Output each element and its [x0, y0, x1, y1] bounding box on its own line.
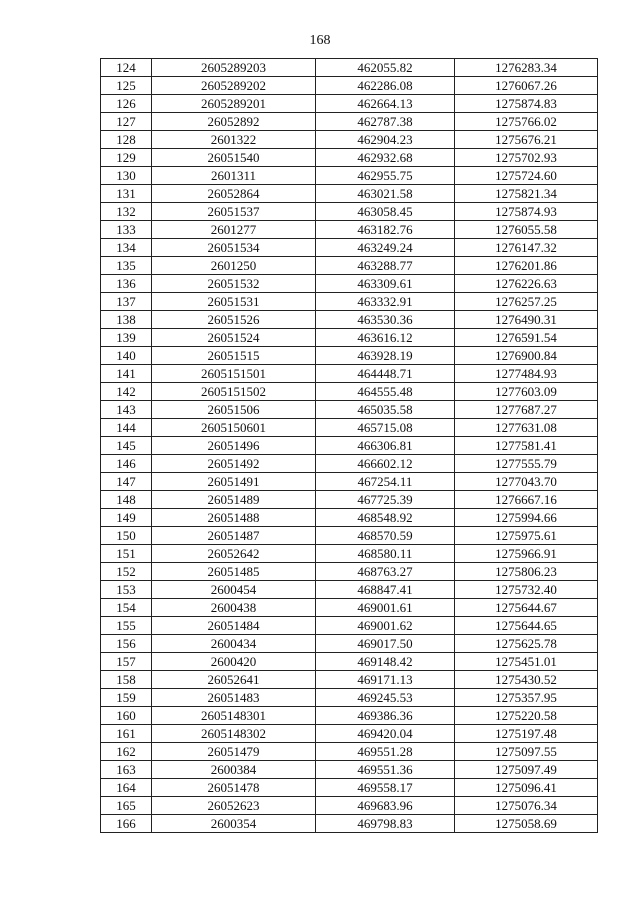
x-coordinate-cell: 469551.36	[316, 761, 455, 779]
point-id-cell: 26051484	[152, 617, 316, 635]
table-row	[101, 797, 598, 815]
table-row	[101, 365, 598, 383]
point-number-cell: 152	[101, 563, 152, 581]
y-coordinate-cell: 1275724.60	[455, 167, 598, 185]
point-number-cell: 163	[101, 761, 152, 779]
y-coordinate-cell: 1277555.79	[455, 455, 598, 473]
point-number-cell: 160	[101, 707, 152, 725]
point-number-cell: 147	[101, 473, 152, 491]
table-row	[101, 95, 598, 113]
y-coordinate-cell: 1275451.01	[455, 653, 598, 671]
y-coordinate-cell: 1277484.93	[455, 365, 598, 383]
point-number-cell: 153	[101, 581, 152, 599]
y-coordinate-cell: 1276147.32	[455, 239, 598, 257]
table-row	[101, 617, 598, 635]
point-number-cell: 125	[101, 77, 152, 95]
x-coordinate-cell: 462286.08	[316, 77, 455, 95]
x-coordinate-cell: 467725.39	[316, 491, 455, 509]
point-number-cell: 164	[101, 779, 152, 797]
y-coordinate-cell: 1275975.61	[455, 527, 598, 545]
point-id-cell: 2600384	[152, 761, 316, 779]
table-row	[101, 203, 598, 221]
y-coordinate-cell: 1275076.34	[455, 797, 598, 815]
table-row	[101, 275, 598, 293]
x-coordinate-cell: 465035.58	[316, 401, 455, 419]
table-row	[101, 779, 598, 797]
point-id-cell: 26051487	[152, 527, 316, 545]
y-coordinate-cell: 1275097.55	[455, 743, 598, 761]
x-coordinate-cell: 462904.23	[316, 131, 455, 149]
x-coordinate-cell: 463288.77	[316, 257, 455, 275]
coordinates-table	[100, 58, 598, 833]
x-coordinate-cell: 468847.41	[316, 581, 455, 599]
point-number-cell: 139	[101, 329, 152, 347]
point-id-cell: 2605151501	[152, 365, 316, 383]
y-coordinate-cell: 1276667.16	[455, 491, 598, 509]
table-row	[101, 149, 598, 167]
point-id-cell: 26051483	[152, 689, 316, 707]
table-row	[101, 257, 598, 275]
point-number-cell: 148	[101, 491, 152, 509]
point-id-cell: 26051540	[152, 149, 316, 167]
point-id-cell: 2601311	[152, 167, 316, 185]
table-row	[101, 239, 598, 257]
point-number-cell: 165	[101, 797, 152, 815]
point-id-cell: 2601277	[152, 221, 316, 239]
point-id-cell: 26052642	[152, 545, 316, 563]
x-coordinate-cell: 463332.91	[316, 293, 455, 311]
point-number-cell: 126	[101, 95, 152, 113]
x-coordinate-cell: 466602.12	[316, 455, 455, 473]
x-coordinate-cell: 468580.11	[316, 545, 455, 563]
point-number-cell: 155	[101, 617, 152, 635]
table-row	[101, 761, 598, 779]
x-coordinate-cell: 469148.42	[316, 653, 455, 671]
y-coordinate-cell: 1276591.54	[455, 329, 598, 347]
point-number-cell: 135	[101, 257, 152, 275]
table-row	[101, 563, 598, 581]
x-coordinate-cell: 463021.58	[316, 185, 455, 203]
point-id-cell: 26051488	[152, 509, 316, 527]
table-row	[101, 113, 598, 131]
point-id-cell: 2605148301	[152, 707, 316, 725]
point-id-cell: 2601250	[152, 257, 316, 275]
y-coordinate-cell: 1276257.25	[455, 293, 598, 311]
y-coordinate-cell: 1275676.21	[455, 131, 598, 149]
x-coordinate-cell: 463309.61	[316, 275, 455, 293]
point-number-cell: 161	[101, 725, 152, 743]
table-row	[101, 455, 598, 473]
table-row	[101, 491, 598, 509]
point-number-cell: 141	[101, 365, 152, 383]
y-coordinate-cell: 1275766.02	[455, 113, 598, 131]
table-row	[101, 59, 598, 77]
point-id-cell: 26051491	[152, 473, 316, 491]
x-coordinate-cell: 468570.59	[316, 527, 455, 545]
table-row	[101, 635, 598, 653]
y-coordinate-cell: 1276490.31	[455, 311, 598, 329]
x-coordinate-cell: 469001.62	[316, 617, 455, 635]
point-number-cell: 146	[101, 455, 152, 473]
x-coordinate-cell: 468763.27	[316, 563, 455, 581]
x-coordinate-cell: 469386.36	[316, 707, 455, 725]
y-coordinate-cell: 1277687.27	[455, 401, 598, 419]
y-coordinate-cell: 1276201.86	[455, 257, 598, 275]
table-row	[101, 185, 598, 203]
y-coordinate-cell: 1275874.93	[455, 203, 598, 221]
x-coordinate-cell: 469683.96	[316, 797, 455, 815]
x-coordinate-cell: 463530.36	[316, 311, 455, 329]
y-coordinate-cell: 1276283.34	[455, 59, 598, 77]
y-coordinate-cell: 1276900.84	[455, 347, 598, 365]
point-number-cell: 140	[101, 347, 152, 365]
x-coordinate-cell: 462664.13	[316, 95, 455, 113]
point-number-cell: 144	[101, 419, 152, 437]
table-row	[101, 401, 598, 419]
table-row	[101, 419, 598, 437]
point-number-cell: 145	[101, 437, 152, 455]
x-coordinate-cell: 468548.92	[316, 509, 455, 527]
x-coordinate-cell: 464555.48	[316, 383, 455, 401]
y-coordinate-cell: 1275197.48	[455, 725, 598, 743]
x-coordinate-cell: 463182.76	[316, 221, 455, 239]
point-number-cell: 142	[101, 383, 152, 401]
x-coordinate-cell: 466306.81	[316, 437, 455, 455]
point-id-cell: 2600454	[152, 581, 316, 599]
point-id-cell: 26051489	[152, 491, 316, 509]
y-coordinate-cell: 1277603.09	[455, 383, 598, 401]
table-row	[101, 509, 598, 527]
point-id-cell: 2605148302	[152, 725, 316, 743]
y-coordinate-cell: 1275097.49	[455, 761, 598, 779]
table-row	[101, 329, 598, 347]
point-id-cell: 26051496	[152, 437, 316, 455]
point-number-cell: 124	[101, 59, 152, 77]
x-coordinate-cell: 469551.28	[316, 743, 455, 761]
table-row	[101, 545, 598, 563]
point-id-cell: 2600434	[152, 635, 316, 653]
point-number-cell: 154	[101, 599, 152, 617]
point-number-cell: 133	[101, 221, 152, 239]
point-id-cell: 26051537	[152, 203, 316, 221]
point-id-cell: 26051526	[152, 311, 316, 329]
point-id-cell: 26051515	[152, 347, 316, 365]
point-number-cell: 162	[101, 743, 152, 761]
y-coordinate-cell: 1275096.41	[455, 779, 598, 797]
point-id-cell: 2605151502	[152, 383, 316, 401]
point-number-cell: 130	[101, 167, 152, 185]
x-coordinate-cell: 469017.50	[316, 635, 455, 653]
x-coordinate-cell: 469558.17	[316, 779, 455, 797]
point-id-cell: 26051506	[152, 401, 316, 419]
table-row	[101, 707, 598, 725]
point-id-cell: 26052892	[152, 113, 316, 131]
point-id-cell: 26052864	[152, 185, 316, 203]
y-coordinate-cell: 1275732.40	[455, 581, 598, 599]
point-number-cell: 134	[101, 239, 152, 257]
table-row	[101, 293, 598, 311]
point-id-cell: 2605289202	[152, 77, 316, 95]
x-coordinate-cell: 462932.68	[316, 149, 455, 167]
x-coordinate-cell: 462955.75	[316, 167, 455, 185]
x-coordinate-cell: 469245.53	[316, 689, 455, 707]
point-number-cell: 127	[101, 113, 152, 131]
coordinates-table-body	[101, 59, 598, 833]
point-id-cell: 2600354	[152, 815, 316, 833]
point-number-cell: 159	[101, 689, 152, 707]
table-row	[101, 167, 598, 185]
x-coordinate-cell: 463616.12	[316, 329, 455, 347]
y-coordinate-cell: 1275966.91	[455, 545, 598, 563]
point-id-cell: 2601322	[152, 131, 316, 149]
point-number-cell: 132	[101, 203, 152, 221]
table-row	[101, 77, 598, 95]
x-coordinate-cell: 463249.24	[316, 239, 455, 257]
y-coordinate-cell: 1275625.78	[455, 635, 598, 653]
point-id-cell: 26051532	[152, 275, 316, 293]
y-coordinate-cell: 1277581.41	[455, 437, 598, 455]
y-coordinate-cell: 1275702.93	[455, 149, 598, 167]
y-coordinate-cell: 1275644.67	[455, 599, 598, 617]
table-row	[101, 671, 598, 689]
point-id-cell: 2600438	[152, 599, 316, 617]
y-coordinate-cell: 1275874.83	[455, 95, 598, 113]
y-coordinate-cell: 1275058.69	[455, 815, 598, 833]
x-coordinate-cell: 469001.61	[316, 599, 455, 617]
x-coordinate-cell: 462787.38	[316, 113, 455, 131]
point-number-cell: 149	[101, 509, 152, 527]
point-number-cell: 136	[101, 275, 152, 293]
point-id-cell: 2600420	[152, 653, 316, 671]
y-coordinate-cell: 1275644.65	[455, 617, 598, 635]
point-id-cell: 26052641	[152, 671, 316, 689]
table-row	[101, 653, 598, 671]
x-coordinate-cell: 469798.83	[316, 815, 455, 833]
point-number-cell: 151	[101, 545, 152, 563]
x-coordinate-cell: 462055.82	[316, 59, 455, 77]
point-id-cell: 2605289203	[152, 59, 316, 77]
point-number-cell: 143	[101, 401, 152, 419]
point-number-cell: 138	[101, 311, 152, 329]
point-id-cell: 26051534	[152, 239, 316, 257]
point-number-cell: 131	[101, 185, 152, 203]
y-coordinate-cell: 1275430.52	[455, 671, 598, 689]
y-coordinate-cell: 1275821.34	[455, 185, 598, 203]
point-number-cell: 129	[101, 149, 152, 167]
point-id-cell: 26051479	[152, 743, 316, 761]
y-coordinate-cell: 1276226.63	[455, 275, 598, 293]
x-coordinate-cell: 469420.04	[316, 725, 455, 743]
point-id-cell: 2605150601	[152, 419, 316, 437]
point-number-cell: 158	[101, 671, 152, 689]
x-coordinate-cell: 469171.13	[316, 671, 455, 689]
y-coordinate-cell: 1276055.58	[455, 221, 598, 239]
y-coordinate-cell: 1275806.23	[455, 563, 598, 581]
table-row	[101, 815, 598, 833]
table-row	[101, 725, 598, 743]
y-coordinate-cell: 1275994.66	[455, 509, 598, 527]
point-number-cell: 156	[101, 635, 152, 653]
point-id-cell: 2605289201	[152, 95, 316, 113]
x-coordinate-cell: 464448.71	[316, 365, 455, 383]
table-row	[101, 743, 598, 761]
point-id-cell: 26051531	[152, 293, 316, 311]
y-coordinate-cell: 1275220.58	[455, 707, 598, 725]
point-id-cell: 26051524	[152, 329, 316, 347]
point-number-cell: 166	[101, 815, 152, 833]
x-coordinate-cell: 467254.11	[316, 473, 455, 491]
point-id-cell: 26051492	[152, 455, 316, 473]
y-coordinate-cell: 1277043.70	[455, 473, 598, 491]
table-row	[101, 581, 598, 599]
table-row	[101, 473, 598, 491]
table-row	[101, 347, 598, 365]
point-id-cell: 26052623	[152, 797, 316, 815]
y-coordinate-cell: 1276067.26	[455, 77, 598, 95]
table-row	[101, 311, 598, 329]
x-coordinate-cell: 463928.19	[316, 347, 455, 365]
x-coordinate-cell: 465715.08	[316, 419, 455, 437]
point-id-cell: 26051478	[152, 779, 316, 797]
point-number-cell: 157	[101, 653, 152, 671]
table-row	[101, 599, 598, 617]
page-number: 168	[309, 33, 331, 48]
table-row	[101, 527, 598, 545]
table-row	[101, 221, 598, 239]
table-row	[101, 437, 598, 455]
y-coordinate-cell: 1277631.08	[455, 419, 598, 437]
table-row	[101, 383, 598, 401]
table-row	[101, 131, 598, 149]
table-row	[101, 689, 598, 707]
y-coordinate-cell: 1275357.95	[455, 689, 598, 707]
point-number-cell: 150	[101, 527, 152, 545]
point-id-cell: 26051485	[152, 563, 316, 581]
point-number-cell: 137	[101, 293, 152, 311]
point-number-cell: 128	[101, 131, 152, 149]
x-coordinate-cell: 463058.45	[316, 203, 455, 221]
